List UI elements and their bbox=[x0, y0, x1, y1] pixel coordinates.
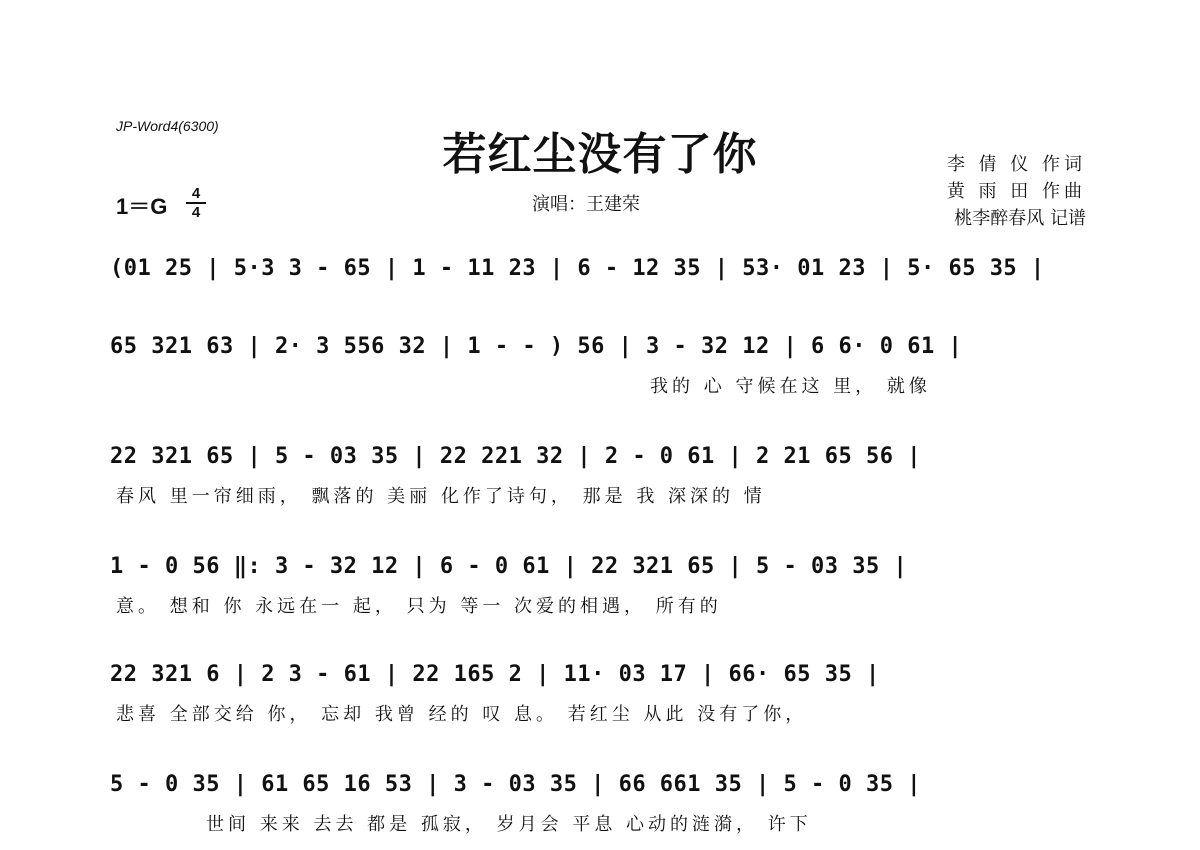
score-row-6-notes: 5 - 0 35 | 61 65 16 53 | 3 - 03 35 | 66 661 35 | 5 - 0 35 | bbox=[110, 772, 921, 797]
score-row-3-notes: 22 321 65 | 5 - 03 35 | 22 221 32 | 2 - 0 61 | 2 21 65 56 | bbox=[110, 444, 921, 469]
score-row-5-lyrics: 悲喜 全部交给 你， 忘却 我曾 经的 叹 息。 若红尘 从此 没有了你， bbox=[116, 704, 808, 725]
score-row-4-notes: 1 - 0 56 ‖: 3 - 32 12 | 6 - 0 61 | 22 321 65 | 5 - 03 35 | bbox=[110, 554, 908, 579]
score-row-2-notes: 65 321 63 | 2· 3 556 32 | 1 - - ) 56 | 3 - 32 12 | 6 6· 0 61 | bbox=[110, 334, 963, 359]
score-row-3-lyrics: 春风 里一帘细雨， 飘落的 美丽 化作了诗句， 那是 我 深深的 情 bbox=[116, 486, 766, 507]
score-row-6-lyrics: 世间 来来 去去 都是 孤寂， 岁月会 平息 心动的涟漪， 许下 bbox=[206, 814, 812, 835]
source-label: JP-Word4(6300) bbox=[116, 118, 219, 134]
lyricist-credit: 李 倩 仪 作词 bbox=[946, 154, 1086, 175]
score-row-4-lyrics: 意。 想和 你 永远在一 起， 只为 等一 次爱的相遇， 所有的 bbox=[116, 596, 722, 617]
time-signature-bottom: 4 bbox=[191, 204, 201, 221]
time-signature-top: 4 bbox=[191, 185, 201, 202]
singer-credit: 演唱：王建荣 bbox=[532, 194, 640, 215]
time-signature bbox=[186, 186, 206, 220]
score-row-5-notes: 22 321 6 | 2 3 - 61 | 22 165 2 | 11· 03 17 | 66· 65 35 | bbox=[110, 662, 880, 687]
song-title: 若红尘没有了你 bbox=[442, 129, 758, 180]
composer-credit: 黄 雨 田 作曲 bbox=[946, 181, 1086, 202]
score-row-2-lyrics: 我的 心 守候在这 里， 就像 bbox=[650, 376, 931, 397]
transcriber-credit: 桃李醉春风 记谱 bbox=[954, 208, 1086, 229]
score-row-1-notes: (01 25 | 5·3 3 - 65 | 1 - 11 23 | 6 - 12 35 | 53· 01 23 | 5· 65 35 | bbox=[110, 256, 1045, 281]
key-signature: 1＝G bbox=[116, 194, 168, 219]
